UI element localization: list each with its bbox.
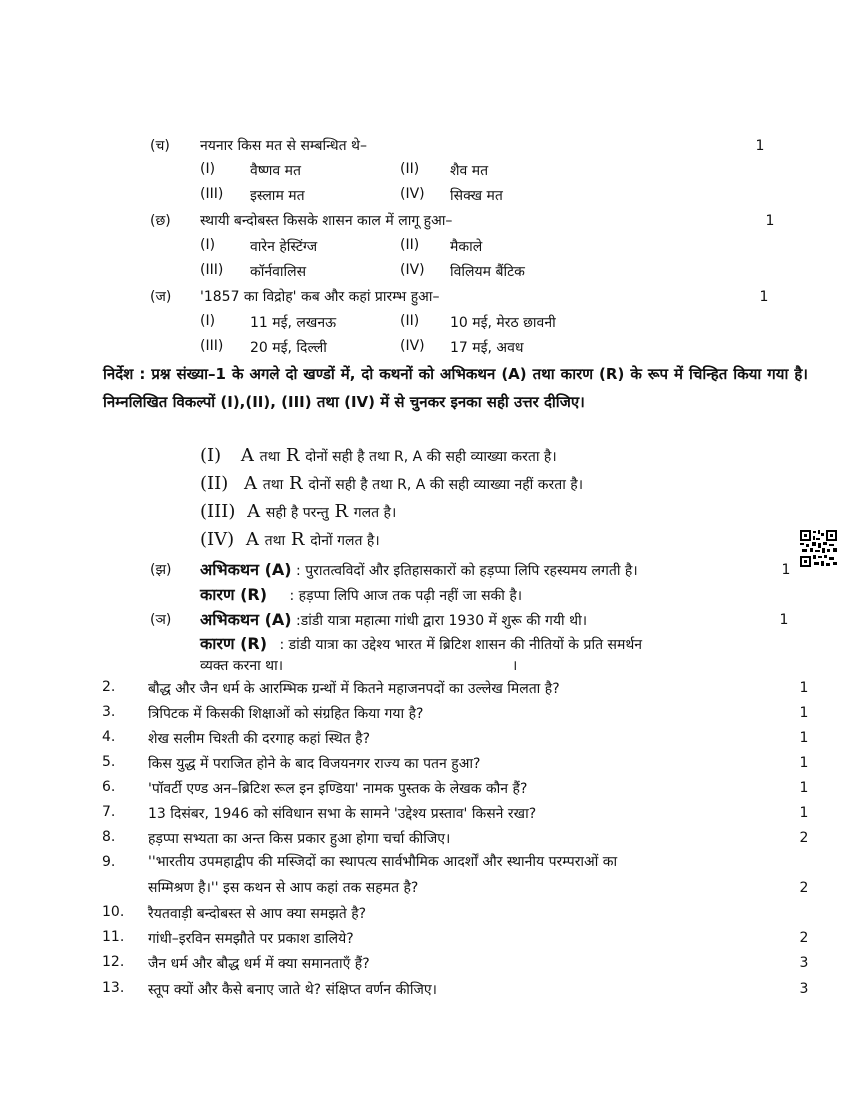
reason (200, 632, 642, 654)
question-text: स्तूप क्यों और कैसे बनाए जाते थे? संक्षिप्त वर्णन कीजिए। (148, 982, 437, 998)
assertion (200, 558, 638, 580)
qr-code (800, 530, 837, 567)
question-text: रैयतवाड़ी बन्दोबस्त से आप क्या समझते है? (148, 906, 367, 922)
question-number: 9. (102, 854, 116, 870)
option-text: इस्लाम मत (250, 188, 305, 204)
ar-option-text: दोनों सही है तथा R, A की सही व्याख्या नहीं करता है। (308, 477, 584, 493)
question-number: 2. (102, 679, 116, 695)
option-number: (II) (400, 161, 420, 177)
marks: 2 (799, 880, 809, 896)
option-number: (IV) (400, 338, 425, 354)
marks: 1 (799, 805, 809, 821)
option-text: 20 मई, दिल्ली (250, 340, 327, 356)
ar-option-a: A (247, 501, 261, 522)
stray-mark: । (512, 658, 518, 674)
option-text: 11 मई, लखनऊ (250, 315, 337, 331)
marks: 1 (779, 612, 789, 628)
question-number: 3. (102, 704, 116, 720)
ar-option-r: R (334, 501, 348, 522)
option-number: (III) (200, 262, 224, 278)
marks: 2 (799, 930, 809, 946)
marks: 2 (799, 830, 809, 846)
question-text: हड़प्पा सभ्यता का अन्त किस प्रकार हुआ होगा चर्चा कीजिए। (148, 831, 451, 847)
question-text: किस युद्ध में पराजित होने के बाद विजयनगर राज्य का पतन हुआ? (148, 756, 481, 772)
question-text: ''भारतीय उपमहाद्वीप की मस्जिदों का स्थापत्य सार्वभौमिक आदर्शों और स्थानीय परम्पराओं का (148, 854, 618, 870)
option-text: कॉर्नवालिस (250, 264, 307, 280)
question-text: 'पॉवर्टी एण्ड अन–ब्रिटिश रूल इन इण्डिया' नामक पुस्तक के लेखक कौन हैं? (148, 781, 528, 797)
marks: 1 (799, 780, 809, 796)
ar-option-mid: तथा (262, 477, 284, 493)
assertion (200, 608, 587, 630)
option-number: (IV) (400, 262, 425, 278)
option-number: (II) (400, 237, 420, 253)
question-text: बौद्ध और जैन धर्म के आरम्भिक ग्रन्थों में कितने महाजनपदों का उल्लेख मिलता है? (148, 681, 560, 697)
part-label: (ञ) (150, 612, 172, 628)
marks: 1 (799, 680, 809, 696)
question-text: सम्मिश्रण है।'' इस कथन से आप कहां तक सहमत है? (148, 880, 419, 896)
question-text: जैन धर्म और बौद्ध धर्म में क्या समानताऍं हैं? (148, 956, 370, 972)
question-number: 5. (102, 754, 116, 770)
question-text: 13 दिसंबर, 1946 को संविधान सभा के सामने 'उद्देश्य प्रस्ताव' किसने रखा? (148, 806, 537, 822)
question-number: 8. (102, 829, 116, 845)
option-text: वैष्णव मत (250, 163, 301, 179)
ar-option-mid: सही है परन्तु (265, 505, 329, 521)
option-text: शैव मत (450, 163, 489, 179)
marks: 3 (799, 955, 809, 971)
question-number: 11. (102, 929, 125, 945)
ar-option-number: (III) (200, 501, 236, 522)
assertion-text: :डांडी यात्रा महात्मा गांधी द्वारा 1930 में शुरू की गयी थी। (296, 613, 588, 629)
part-label: (च) (150, 138, 170, 154)
marks: 1 (799, 705, 809, 721)
question-number: 7. (102, 804, 116, 820)
question-text: शेख सलीम चिश्ती की दरगाह कहां स्थित है? (148, 731, 371, 747)
question-text: नयनार किस मत से सम्बन्धित थे– (200, 138, 367, 154)
option-number: (IV) (400, 186, 425, 202)
question-number: 4. (102, 729, 116, 745)
question-number: 6. (102, 779, 116, 795)
option-number: (I) (200, 161, 216, 177)
ar-option-a: A (244, 473, 257, 494)
option-number: (II) (400, 313, 420, 329)
question-number: 12. (102, 954, 125, 970)
ar-option (200, 473, 583, 494)
assertion-text: : पुरातत्वविदों और इतिहासकारों को हड़प्पा लिपि रहस्यमय लगती है। (296, 563, 638, 579)
reason-label: कारण (R) (200, 634, 268, 653)
assertion-label: अभिकथन (A) (200, 610, 292, 629)
question-text: '1857 का विद्रोह' कब और कहां प्रारम्भ हुआ– (200, 289, 440, 305)
ar-option-text: दोनों गलत है। (310, 533, 380, 549)
marks: 1 (799, 730, 809, 746)
option-text: मैकाले (450, 239, 483, 255)
marks: 1 (759, 289, 769, 305)
reason (200, 583, 522, 605)
ar-option (200, 445, 557, 466)
marks: 1 (799, 755, 809, 771)
part-label: (ज) (150, 289, 172, 305)
ar-option-a: A (245, 529, 259, 550)
reason-continued: व्यक्त करना था। (200, 658, 284, 674)
option-text: सिक्ख मत (450, 188, 503, 204)
marks: 1 (781, 562, 791, 578)
marks: 1 (755, 138, 765, 154)
question-number: 13. (102, 980, 125, 996)
ar-option-mid: तथा (259, 449, 281, 465)
ar-option-r: R (290, 529, 305, 550)
option-text: वारेन हेस्टिंग्ज (250, 239, 318, 255)
option-number: (III) (200, 338, 224, 354)
option-number: (I) (200, 237, 216, 253)
option-text: 17 मई, अवध (450, 340, 524, 356)
question-number: 10. (102, 904, 125, 920)
ar-option-text: दोनों सही है तथा R, A की सही व्याख्या करता है। (305, 449, 557, 465)
option-text: विलियम बैंटिक (450, 264, 525, 280)
marks: 3 (799, 981, 809, 997)
option-text: 10 मई, मेरठ छावनी (450, 315, 556, 331)
ar-option-r: R (289, 473, 303, 494)
reason-label: कारण (R) (200, 585, 268, 604)
reason-text: : हड़प्पा लिपि आज तक पढ़ी नहीं जा सकी है। (289, 588, 523, 604)
marks: 1 (765, 213, 775, 229)
option-number: (III) (200, 186, 224, 202)
ar-option-number: (I) (200, 445, 222, 466)
ar-option-mid: तथा (264, 533, 286, 549)
reason-text: : डांडी यात्रा का उद्देश्य भारत में ब्रिटिश शासन की नीतियों के प्रति समर्थन (279, 637, 643, 653)
ar-option (200, 501, 396, 522)
ar-option-number: (IV) (200, 529, 235, 550)
ar-option-r: R (285, 445, 300, 466)
direction-text: निर्देश : प्रश्न संख्या–1 के अगले दो खण्डों में, दो कथनों को अभिकथन (A) तथा कारण (R) के रूप में चिन्हित किया गया है। निम्नलिखित विकल्पों (I),(II), (III) तथा (IV) में से चुनकर इनका सही उत्तर दीजिए। (103, 365, 808, 411)
ar-option-number: (II) (200, 473, 229, 494)
part-label: (छ) (150, 213, 171, 229)
ar-option (200, 529, 380, 550)
question-text: स्थायी बन्दोबस्त किसके शासन काल में लागू हुआ– (200, 213, 453, 229)
part-label: (झ) (150, 562, 172, 578)
ar-option-text: गलत है। (353, 505, 397, 521)
option-number: (I) (200, 313, 216, 329)
ar-option-a: A (240, 445, 254, 466)
assertion-label: अभिकथन (A) (200, 560, 292, 579)
question-text: गांधी–इरविन समझौते पर प्रकाश डालिये? (148, 931, 354, 947)
question-text: त्रिपिटक में किसकी शिक्षाओं को संग्रहित किया गया है? (148, 706, 424, 722)
